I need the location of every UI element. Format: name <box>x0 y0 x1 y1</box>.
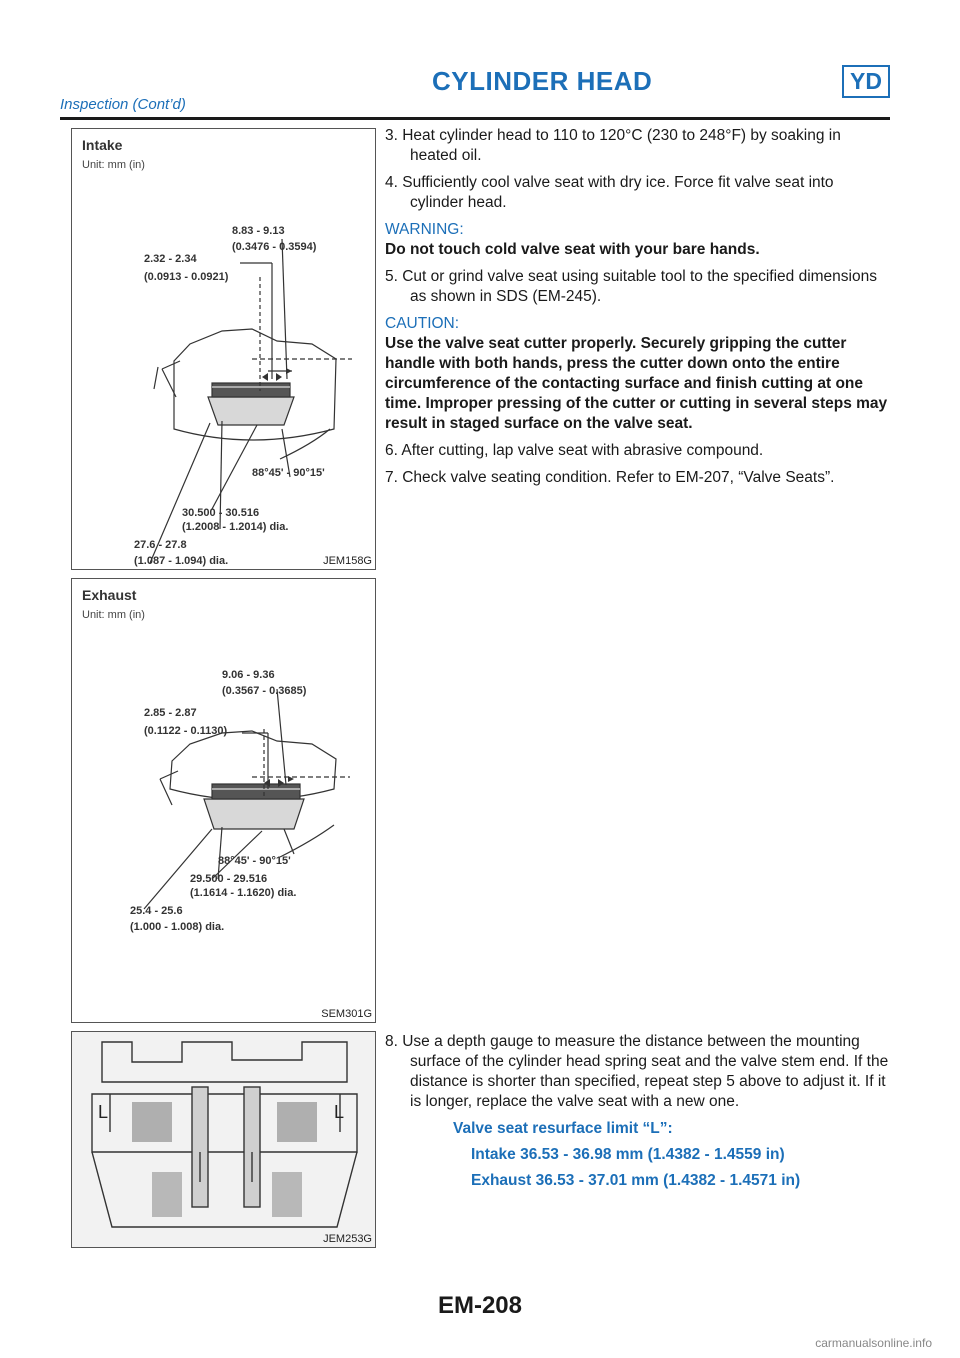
intake-dim-2: 2.32 - 2.34 <box>144 253 197 265</box>
procedure-steps-3-7 <box>385 126 890 495</box>
gauge-figure-code: JEM253G <box>323 1233 372 1245</box>
exhaust-dim-3-in: (1.1614 - 1.1620) dia. <box>190 887 297 899</box>
exhaust-angle: 88°45' - 90°15' <box>218 855 291 867</box>
intake-valve-seat-figure <box>71 128 376 570</box>
section-subtitle: Inspection (Cont’d) <box>60 96 186 113</box>
exhaust-valve-seat-drawing <box>72 579 375 1022</box>
resurface-limit-exhaust: Exhaust 36.53 - 37.01 mm (1.4382 - 1.4571 in) <box>471 1172 801 1189</box>
exhaust-unit: Unit: mm (in) <box>82 609 145 621</box>
step-7: 7. Check valve seating condition. Refer to EM-207, “Valve Seats”. <box>385 469 835 486</box>
page-number: EM-208 <box>437 1292 523 1319</box>
exhaust-valve-seat-figure <box>71 578 376 1023</box>
intake-valve-seat-drawing <box>72 129 375 569</box>
right-L-label: L <box>334 1102 345 1122</box>
depth-gauge-drawing <box>72 1032 375 1247</box>
intake-dim-1: 8.83 - 9.13 <box>232 225 285 237</box>
page-header <box>60 62 890 122</box>
exhaust-dim-4-in: (1.000 - 1.008) dia. <box>130 921 225 933</box>
left-L-label: L <box>98 1102 109 1122</box>
exhaust-dim-4: 25.4 - 25.6 <box>130 905 183 917</box>
intake-dim-3: 30.500 - 30.516 <box>182 507 260 519</box>
exhaust-dim-2-in: (0.1122 - 0.1130) <box>144 725 228 737</box>
intake-dim-2-in: (0.0913 - 0.0921) <box>144 271 229 283</box>
exhaust-heading: Exhaust <box>82 587 137 603</box>
step-4: 4. Sufficiently cool valve seat with dry ice. Force fit valve seat into cylinder head. <box>385 174 834 211</box>
intake-dim-4: 27.6 - 27.8 <box>134 539 187 551</box>
caution-label: CAUTION: <box>385 315 460 332</box>
intake-figure-code: JEM158G <box>323 555 372 567</box>
step-8: 8. Use a depth gauge to measure the distance between the mounting surface of the cylinder head spring seat and the valve stem end. If the distance is shorter than specified, repeat step 5 above to adjust it. If it is longer, replace the valve seat with a new one. <box>385 1033 889 1110</box>
header-rule <box>60 117 890 120</box>
warning-text: Do not touch cold valve seat with your bare hands. <box>385 241 760 258</box>
exhaust-figure-code: SEM301G <box>321 1008 372 1020</box>
intake-dim-1-in: (0.3476 - 0.3594) <box>232 241 317 253</box>
exhaust-dim-2: 2.85 - 2.87 <box>144 707 197 719</box>
depth-gauge-figure <box>71 1031 376 1248</box>
step-5: 5. Cut or grind valve seat using suitable tool to the specified dimensions as shown in SDS (EM-245). <box>385 268 877 305</box>
intake-unit: Unit: mm (in) <box>82 159 145 171</box>
watermark: carmanualsonline.info <box>815 1336 932 1350</box>
intake-angle: 88°45' - 90°15' <box>252 467 325 479</box>
caution-text: Use the valve seat cutter properly. Securely gripping the cutter handle with both hands, press the cutter down onto the entire circumference of the contacting surface and finish cutting at one time. Improper pressing of the cutter or cutting in several steps may result in staged surface on the valve seat. <box>385 335 888 432</box>
intake-dim-3-in: (1.2008 - 1.2014) dia. <box>182 521 289 533</box>
exhaust-dim-3: 29.500 - 29.516 <box>190 873 268 885</box>
warning-label: WARNING: <box>385 221 464 238</box>
resurface-limit-label: Valve seat resurface limit “L”: <box>453 1120 673 1137</box>
intake-heading: Intake <box>82 137 123 153</box>
intake-dim-4-in: (1.087 - 1.094) dia. <box>134 555 229 567</box>
exhaust-dim-1-in: (0.3567 - 0.3685) <box>222 685 307 697</box>
section-title: CYLINDER HEAD <box>432 66 653 96</box>
resurface-limit-intake: Intake 36.53 - 36.98 mm (1.4382 - 1.4559 in) <box>471 1146 785 1163</box>
procedure-step-8 <box>385 1032 890 1197</box>
step-3: 3. Heat cylinder head to 110 to 120°C (230 to 248°F) by soaking in heated oil. <box>385 127 841 164</box>
exhaust-dim-1: 9.06 - 9.36 <box>222 669 275 681</box>
step-6: 6. After cutting, lap valve seat with abrasive compound. <box>385 442 764 459</box>
engine-badge: YD <box>842 65 890 98</box>
